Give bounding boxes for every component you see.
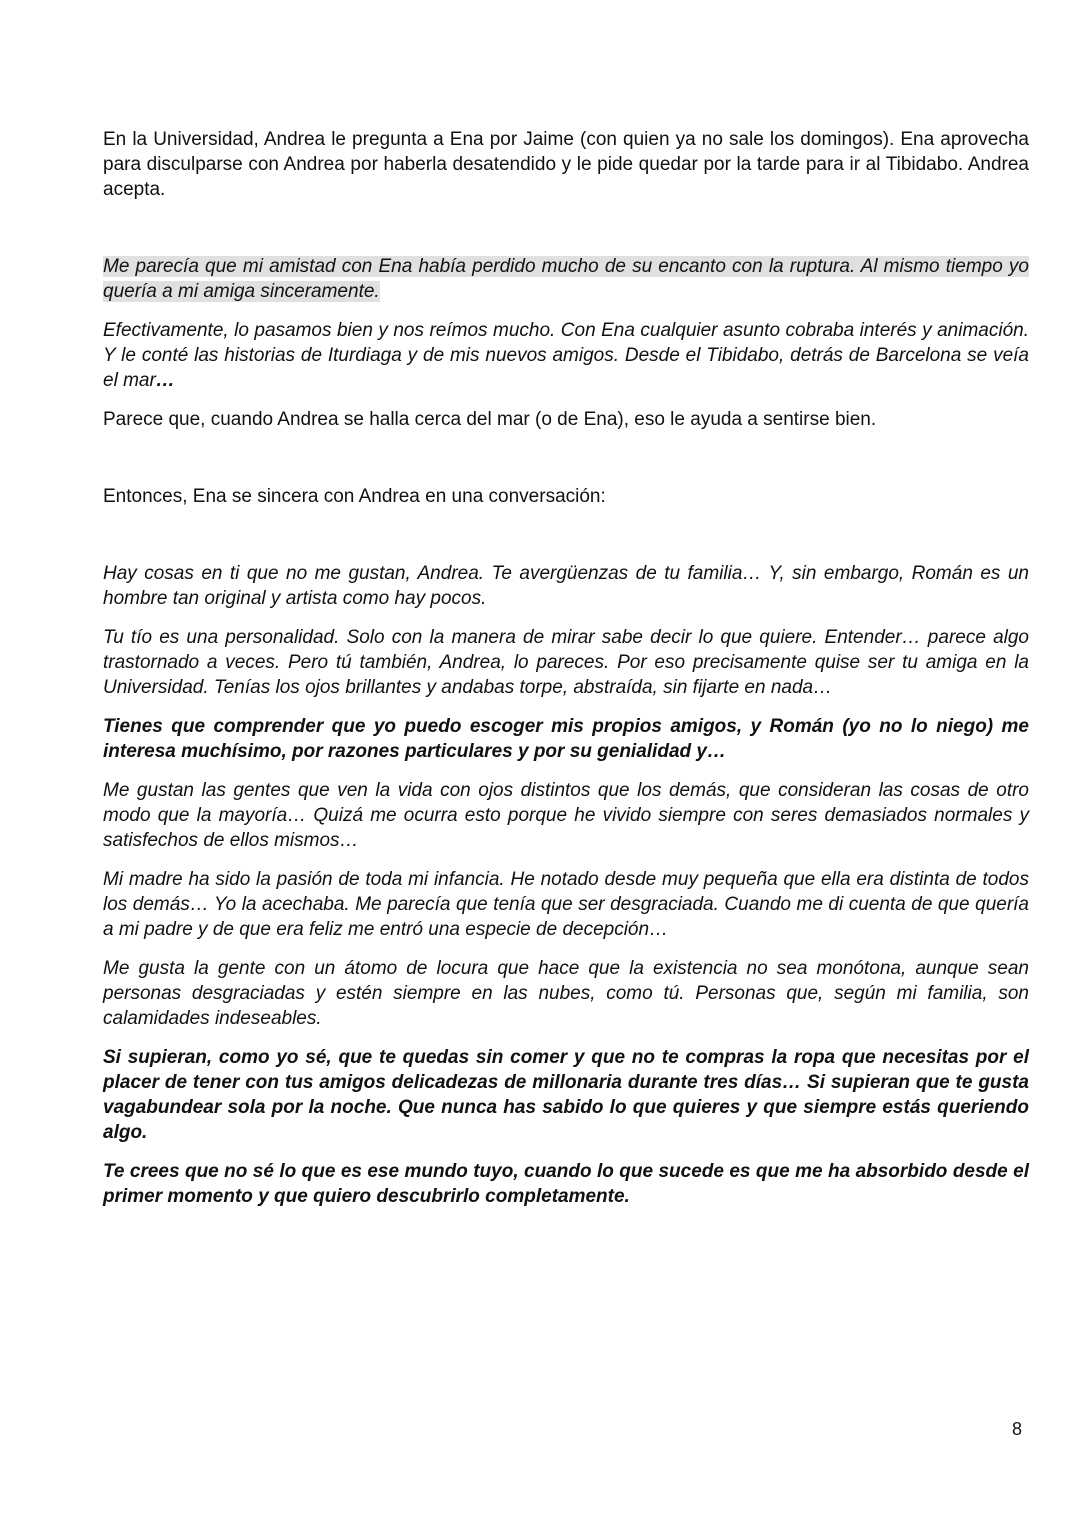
spacer (103, 1145, 1029, 1159)
highlight: Me parecía que mi amistad con Ena había perdido mucho de su encanto con la ruptura. Al mismo tiempo yo quería a mi amiga sinceramente. (103, 256, 1029, 302)
spacer (103, 202, 1029, 254)
narration-paragraph: Entonces, Ena se sincera con Andrea en una conversación: (103, 486, 606, 507)
spacer (103, 304, 1029, 318)
spacer (103, 432, 1029, 484)
quote-paragraph (103, 318, 1029, 393)
quote-ellipsis: … (155, 370, 175, 391)
quote-text: Efectivamente, lo pasamos bien y nos reímos mucho. Con Ena cualquier asunto cobraba interés y animación. Y le conté las historias de Iturdiaga y de mis nuevos amigos. Desde el Tibidabo, detrás de Barcelona se veía el mar (103, 320, 1029, 391)
bold-quote-paragraph: Si supieran, como yo sé, que te quedas sin comer y que no te compras la ropa que necesitas por el placer de tener con tus amigos delicadezas de millonaria durante tres días… Si supieran que te gusta vagabundear sola por la noche. Que nunca has sabido lo que quieres y que siempre estás queriendo algo. (103, 1047, 1029, 1143)
narration-paragraph: Parece que, cuando Andrea se halla cerca del mar (o de Ena), eso le ayuda a sentirse bien. (103, 409, 877, 430)
quote-paragraph: Tu tío es una personalidad. Solo con la manera de mirar sabe decir lo que quiere. Entender… parece algo trastornado a veces. Pero tú también, Andrea, lo pareces. Por eso precisamente quise ser tu amiga en la Universidad. Tenías los ojos brillantes y andabas torpe, abstraída, sin fijarte en nada… (103, 627, 1029, 698)
spacer (103, 853, 1029, 867)
quote-paragraph: Me gustan las gentes que ven la vida con ojos distintos que los demás, que consideran las cosas de otro modo que la mayoría… Quizá me ocurra esto porque he vivido siempre con seres demasiados normales y satisfechos de ellos mismos… (103, 780, 1029, 851)
spacer (103, 393, 1029, 407)
narration-paragraph: En la Universidad, Andrea le pregunta a Ena por Jaime (con quien ya no sale los domingos). Ena aprovecha para disculparse con Andrea por haberla desatendido y le pide quedar por la tarde para ir al Tibidabo. Andrea acepta. (103, 129, 1029, 200)
quote-paragraph: Mi madre ha sido la pasión de toda mi infancia. He notado desde muy pequeña que ella era distinta de todos los demás… Yo la acechaba. Me parecía que tenía que ser desgraciada. Cuando me di cuenta de que quería a mi padre y de que era feliz me entró una especie de decepción… (103, 869, 1029, 940)
quote-paragraph: Me gusta la gente con un átomo de locura que hace que la existencia no sea monótona, aunque sean personas desgraciadas y estén siempre en las nubes, como tú. Personas que, según mi familia, son calamidades indeseables. (103, 958, 1029, 1029)
quote-paragraph: Hay cosas en ti que no me gustan, Andrea. Te avergüenzas de tu familia… Y, sin embargo, Román es un hombre tan original y artista como hay pocos. (103, 563, 1029, 609)
spacer (103, 509, 1029, 561)
spacer (103, 611, 1029, 625)
spacer (103, 700, 1029, 714)
highlighted-quote (103, 254, 1029, 304)
page-content (103, 127, 1029, 1209)
spacer (103, 764, 1029, 778)
bold-quote-paragraph: Tienes que comprender que yo puedo escoger mis propios amigos, y Román (yo no lo niego) me interesa muchísimo, por razones particulares y por su genialidad y… (103, 716, 1029, 762)
spacer (103, 1031, 1029, 1045)
page-number: 8 (1011, 1419, 1022, 1439)
spacer (103, 942, 1029, 956)
bold-quote-paragraph: Te crees que no sé lo que es ese mundo tuyo, cuando lo que sucede es que me ha absorbido desde el primer momento y que quiero descubrirlo completamente. (103, 1161, 1029, 1207)
